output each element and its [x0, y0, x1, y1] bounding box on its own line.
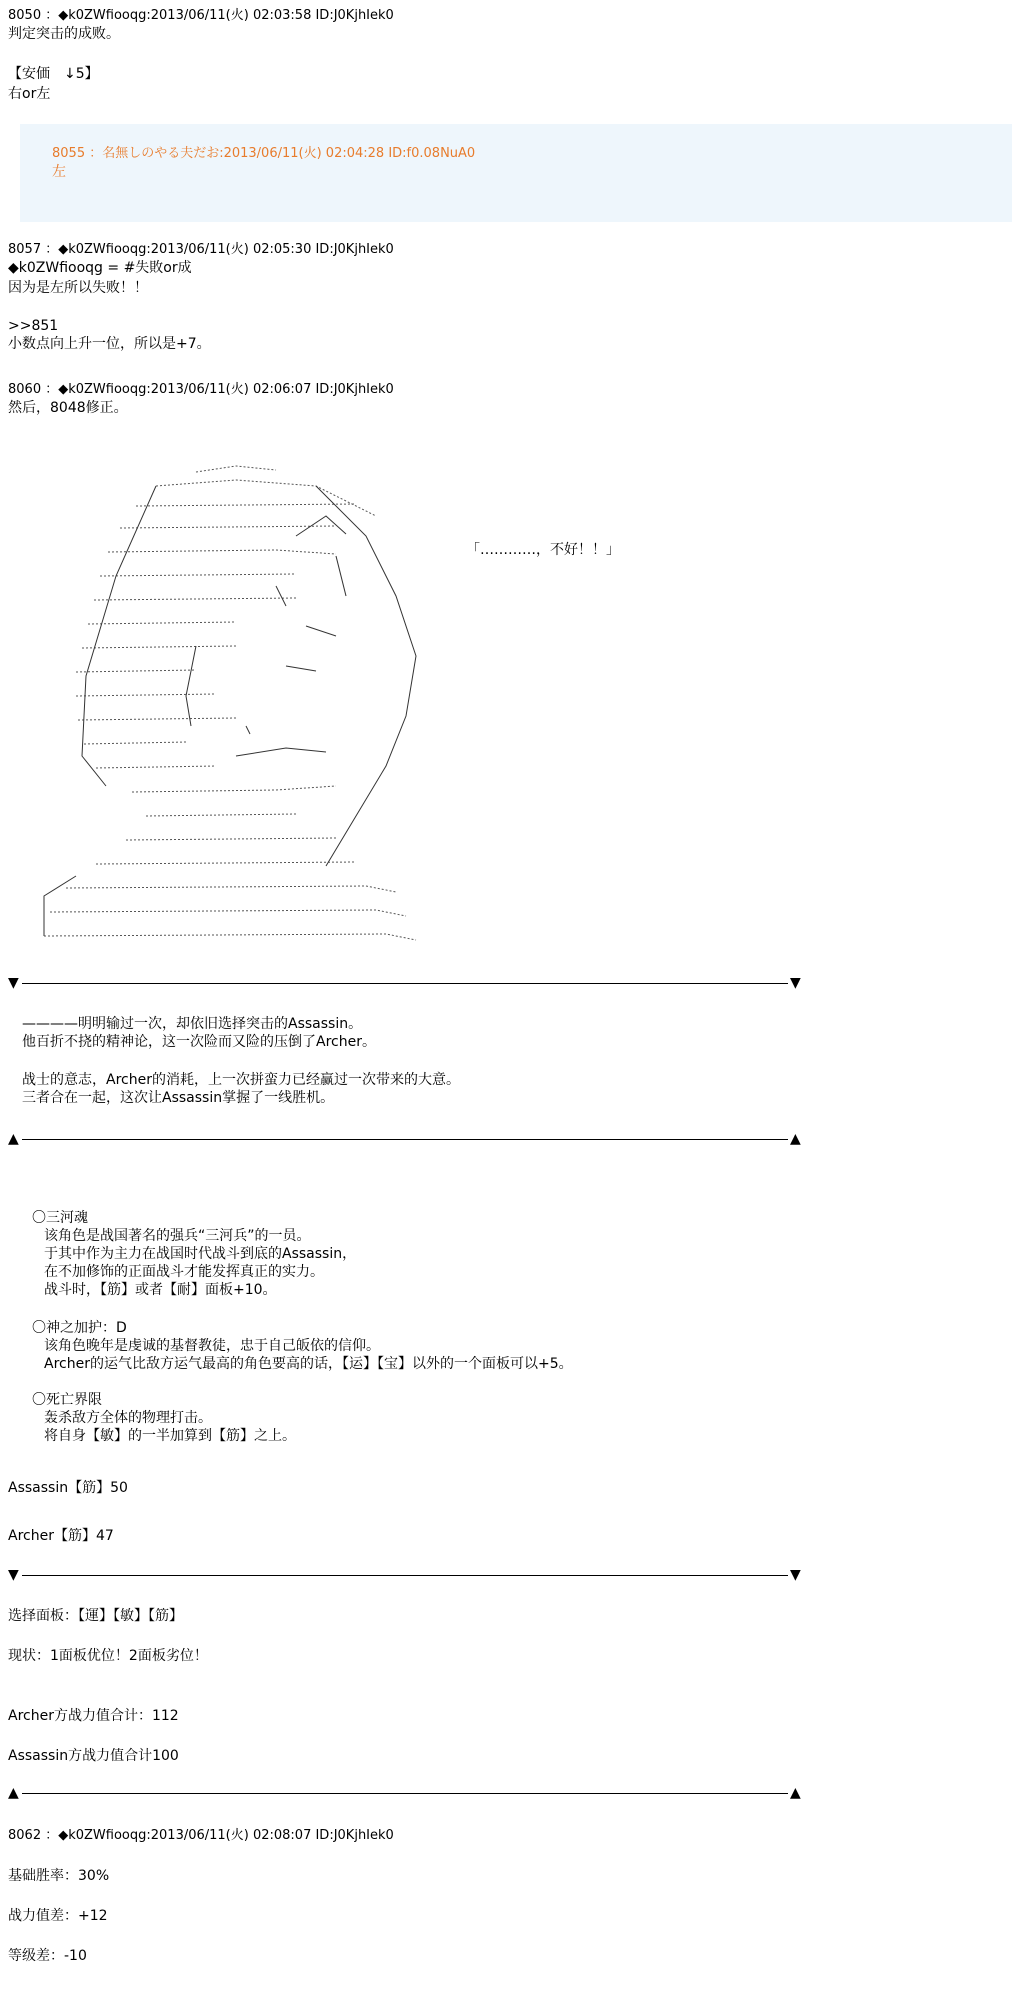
total-line: Assassin方战力值合计100	[8, 1748, 179, 1764]
post-text: 小数点向上升一位，所以是+7。	[8, 336, 211, 352]
reply-link[interactable]: >>851	[8, 318, 59, 334]
narration-line: ————明明输过一次，却依旧选择突击的Assassin。	[22, 1016, 363, 1032]
total-line: Archer方战力值合计：112	[8, 1708, 179, 1724]
post-text: 等级差：-10	[8, 1948, 87, 1964]
post-text: 然后，8048修正。	[8, 400, 128, 416]
divider	[22, 983, 788, 984]
skill-line: 该角色晚年是虔诚的基督教徒，忠于自己皈依的信仰。	[44, 1338, 380, 1354]
stat-line: Archer【筋】47	[8, 1528, 114, 1544]
up-triangle-icon: ▲	[8, 1785, 19, 1801]
up-triangle-icon: ▲	[790, 1785, 801, 1801]
ascii-art-character	[36, 456, 466, 956]
up-triangle-icon: ▲	[8, 1131, 19, 1147]
divider	[22, 1575, 788, 1576]
skill-line: 在不加修饰的正面战斗才能发挥真正的实力。	[44, 1264, 324, 1280]
post-text: ◆k0ZWfiooqg = #失敗or成	[8, 260, 192, 276]
select-line: 选择面板：【運】【敏】【筋】	[8, 1608, 183, 1624]
divider	[22, 1793, 788, 1794]
skill-title: 〇死亡界限	[32, 1392, 102, 1408]
skill-line: 该角色是战国著名的强兵“三河兵”的一员。	[44, 1228, 311, 1244]
speech-line: 「…………，不好！！」	[466, 542, 620, 558]
skill-title: 〇神之加护：D	[32, 1320, 127, 1336]
skill-line: 于其中作为主力在战国时代战斗到底的Assassin，	[44, 1246, 357, 1262]
post-text: 【安価 ↓5】	[8, 66, 99, 82]
skill-line: 将自身【敏】的一半加算到【筋】之上。	[44, 1428, 296, 1444]
skill-line: 轰杀敌方全体的物理打击。	[44, 1410, 212, 1426]
stat-line: Assassin【筋】50	[8, 1480, 128, 1496]
down-triangle-icon: ▼	[8, 1567, 19, 1583]
quoted-post-header[interactable]: 8055 ：名無しのやる夫だお:2013/06/11(火) 02:04:28 ID:f0.08NuA0	[52, 146, 476, 161]
narration-line: 他百折不挠的精神论，这一次险而又险的压倒了Archer。	[22, 1034, 376, 1050]
narration-line: 三者合在一起，这次让Assassin掌握了一线胜机。	[22, 1090, 335, 1106]
post-text: 因为是左所以失败！！	[8, 280, 148, 296]
status-line: 现状：1面板优位！2面板劣位！	[8, 1648, 208, 1664]
skill-line: 战斗时，【筋】或者【耐】面板+10。	[44, 1282, 277, 1298]
skill-title: 〇三河魂	[32, 1210, 88, 1226]
post-header: 8050 ：◆k0ZWfiooqg:2013/06/11(火) 02:03:58 ID:J0KjhIek0	[8, 8, 394, 23]
skill-line: Archer的运气比敌方运气最高的角色要高的话，【运】【宝】以外的一个面板可以+5。	[44, 1356, 573, 1372]
quoted-post-text: 左	[52, 164, 66, 180]
up-triangle-icon: ▲	[790, 1131, 801, 1147]
post-text: 基础胜率：30%	[8, 1868, 110, 1884]
post-header: 8062 ：◆k0ZWfiooqg:2013/06/11(火) 02:08:07 ID:J0KjhIek0	[8, 1828, 394, 1843]
post-header: 8057 ：◆k0ZWfiooqg:2013/06/11(火) 02:05:30 ID:J0KjhIek0	[8, 242, 394, 257]
post-text: 判定突击的成败。	[8, 26, 120, 42]
post-text: 右or左	[8, 86, 51, 102]
post-header: 8060 ：◆k0ZWfiooqg:2013/06/11(火) 02:06:07 ID:J0KjhIek0	[8, 382, 394, 397]
down-triangle-icon: ▼	[790, 975, 801, 991]
divider	[22, 1139, 788, 1140]
quoted-post	[20, 124, 1012, 222]
narration-line: 战士的意志，Archer的消耗，上一次拼蛮力已经赢过一次带来的大意。	[22, 1072, 460, 1088]
post-text: 战力值差：+12	[8, 1908, 108, 1924]
down-triangle-icon: ▼	[8, 975, 19, 991]
down-triangle-icon: ▼	[790, 1567, 801, 1583]
